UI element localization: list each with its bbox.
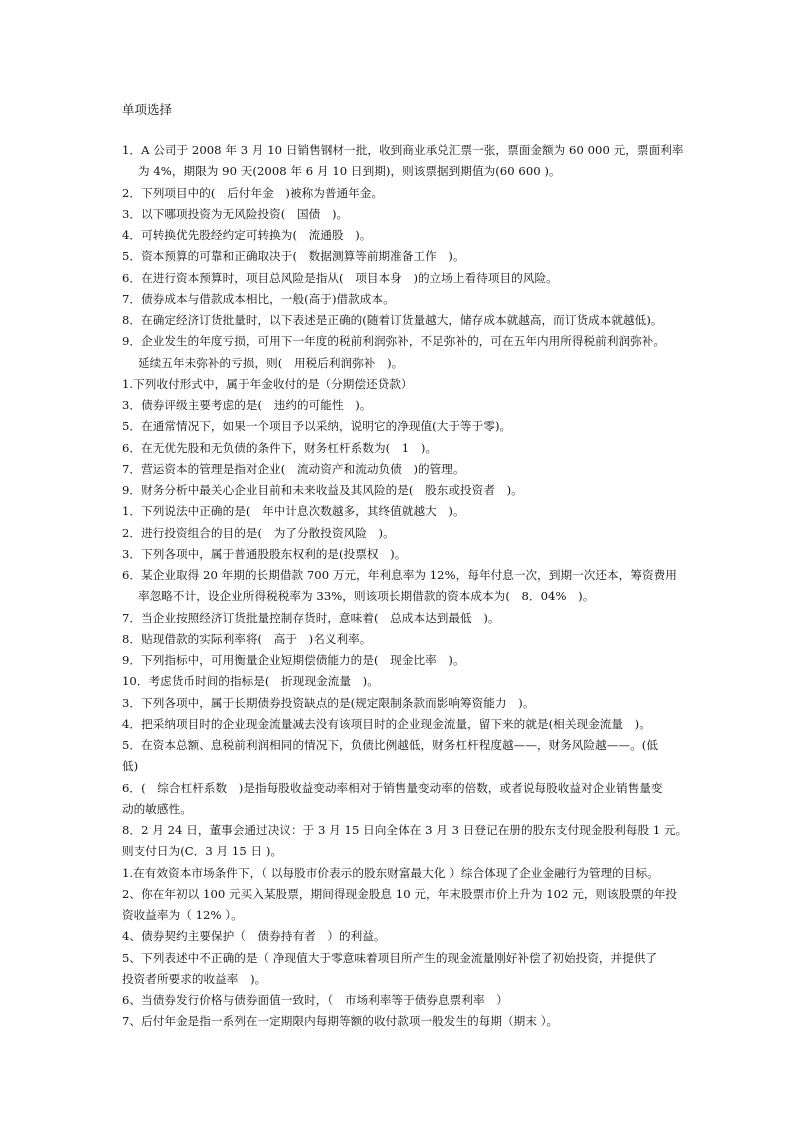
question-line: 8．在确定经济订货批量时，以下表述是正确的(随着订货量越大，储存成本就越高，而订货成本就越低)。	[122, 313, 663, 327]
question-line: 1.下列收付形式中，属于年金收付的是（分期偿还贷款）	[122, 376, 413, 391]
question-line: 3．以下哪项投资为无风险投资( 国债 )。	[122, 206, 349, 221]
question-line: 7、后付年金是指一系列在一定期限内每期等额的收付款项一般发生的每期（期末 ）。	[122, 1014, 559, 1029]
question-line: 4．可转换优先股经约定可转换为( 流通股 )。	[122, 228, 372, 242]
question-line: 率忽略不计，设企业所得税税率为 33%，则该项长期借款的资本成本为( 8．04% )。	[138, 589, 595, 604]
question-line: 4、债券契约主要保护（ 债券持有者 ）的利益。	[122, 929, 386, 944]
question-line: 5、下列表述中不正确的是（ 净现值大于零意味着项目所产生的现金流量刚好补偿了初始投资，并提供了	[122, 950, 658, 965]
question-line: 则支付日为(C．3 月 15 日 )。	[122, 844, 283, 859]
question-line: 2、你在年初以 100 元买入某股票，期间得现金股息 10 元，年末股票市价上升为 102 元，则该股票的年投	[122, 886, 678, 901]
question-line: 1.在有效资本市场条件下，（ 以每股市价表示的股东财富最大化 ）综合体现了企业金融行为管理的目标。	[122, 865, 659, 880]
question-list	[122, 140, 692, 1033]
question-line: 2．进行投资组合的目的是( 为了分散投资风险 )。	[122, 525, 395, 540]
question-line: 延续五年未弥补的亏损，则( 用税后利润弥补 )。	[138, 355, 404, 370]
question-line: 5．在资本总额、息税前利润相同的情况下，负债比例越低，财务杠杆程度越——，财务风险越——。(低	[122, 738, 658, 752]
question-line: 投资者所要求的收益率 )。	[122, 971, 267, 986]
question-line: 9．下列指标中，可用衡量企业短期偿债能力的是( 现金比率 )。	[122, 653, 465, 667]
question-line: 动的敏感性。	[122, 801, 192, 816]
question-line: 9．财务分析中最关心企业目前和未来收益及其风险的是( 股东或投资者 )。	[122, 483, 523, 497]
question-line: 3．下列各项中，属于普通股股东权利的是(投票权 )。	[122, 546, 407, 561]
question-line: 8．2 月 24 日，董事会通过决议：于 3 月 15 日向全体在 3 月 3 日登记在册的股东支付现金股利每股 1 元。	[122, 823, 688, 837]
question-line: 4．把采纳项目时的企业现金流量减去没有该项目时的企业现金流量，留下来的就是(相关现金流量 )。	[122, 716, 651, 731]
question-line: 8．贴现借款的实际利率将( 高于 )名义利率。	[122, 631, 372, 646]
question-line: 9．企业发生的年度亏损，可用下一年度的税前利润弥补，不足弥补的，可在五年内用所得税前利润弥补。	[122, 334, 666, 349]
question-line: 7．营运资本的管理是指对企业( 流动资产和流动负债 )的管理。	[122, 461, 465, 476]
question-line: 6．在无优先股和无负债的条件下，财务杠杆系数为( 1 )。	[122, 440, 438, 455]
question-line: 6．( 综合杠杆系数 )是指每股收益变动率相对于销售量变动率的倍数，或者说每股收益对企业销售量变	[122, 780, 663, 795]
question-line: 5．资本预算的可靠和正确取决于( 数据测算等前期准备工作 )。	[122, 249, 465, 264]
question-line: 1．A 公司于 2008 年 3 月 10 日销售钢材一批，收到商业承兑汇票一张，票面金额为 60 000 元，票面利率	[122, 143, 684, 157]
question-line: 为 4%，期限为 90 天(2008 年 6 月 10 日到期)，则该票据到期值为(60 600 )。	[138, 164, 561, 179]
question-line: 资收益率为（ 12% ）。	[122, 908, 243, 922]
question-line: 低)	[122, 759, 139, 774]
question-line: 1．下列说法中正确的是( 年中计息次数越多，其终值就越大 )。	[122, 504, 465, 519]
question-line: 7．债券成本与借款成本相比，一般(高于)借款成本。	[122, 291, 395, 306]
question-line: 2．下列项目中的( 后付年金 )被称为普通年金。	[122, 185, 384, 200]
question-line: 6．某企业取得 20 年期的长期借款 700 万元，年利息率为 12%，每年付息一次，到期一次还本，筹资费用	[122, 568, 677, 582]
question-line: 6．在进行资本预算时，项目总风险是指从( 项目本身 )的立场上看待项目的风险。	[122, 270, 558, 285]
question-line: 10．考虑货币时间的指标是( 折现现金流量 )。	[122, 674, 379, 689]
question-line: 5．在通常情况下，如果一个项目予以采纳，说明它的净现值(大于等于零)。	[122, 419, 512, 434]
question-line: 6、当债券发行价格与债券面值一致时，（ 市场利率等于债券息票利率 ）	[122, 993, 508, 1007]
section-title: 单项选择	[122, 102, 173, 117]
question-line: 7．当企业按照经济订货批量控制存货时，意味着( 总成本达到最低 )。	[122, 610, 500, 625]
question-line: 3．债券评级主要考虑的是( 违约的可能性 )。	[122, 398, 372, 412]
question-line: 3．下列各项中，属于长期债券投资缺点的是(规定限制条款而影响筹资能力 )。	[122, 695, 535, 710]
